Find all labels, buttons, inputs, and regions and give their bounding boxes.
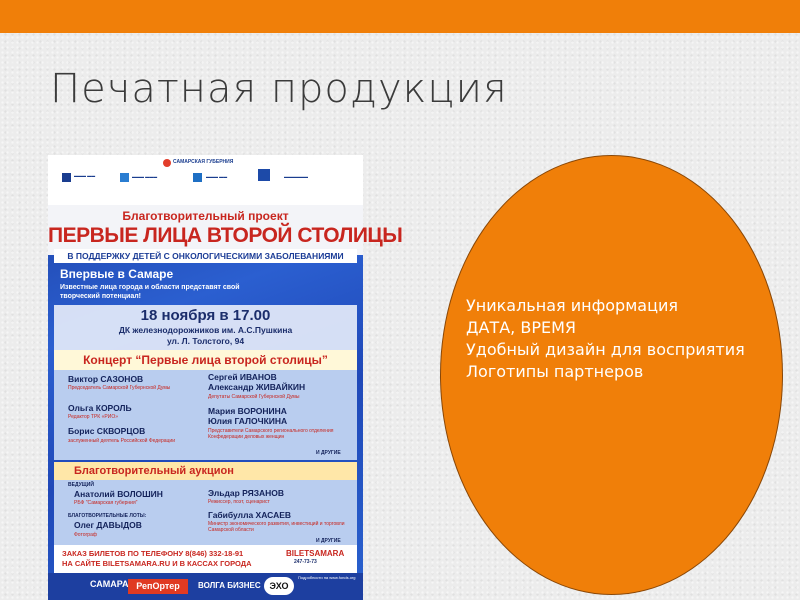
performer-note: Представители Самарского регионального отделения Конфедерации деловых женщин xyxy=(208,428,334,440)
partner-logo-icon: ▬▬▬ ▬▬ xyxy=(74,173,96,178)
biletsamara-logo: BILETSAMARA xyxy=(286,549,345,558)
poster-title-band xyxy=(48,205,403,255)
host-name: Анатолий ВОЛОШИН xyxy=(74,489,163,499)
cause-band: В ПОДДЕРЖКУ ДЕТЕЙ С ОНКОЛОГИЧЕСКИМИ ЗАБОЛЕВАНИЯМИ xyxy=(54,249,357,263)
concert-title: Концерт “Первые лица второй столицы” xyxy=(54,350,357,370)
auction-title: Благотворительный аукцион xyxy=(54,462,357,480)
oval-bullet-list xyxy=(466,295,766,383)
venue-line-1: ДК железнодорожников им. А.С.Пушкина xyxy=(118,325,293,335)
performer-name: Юлия ГАЛОЧКИНА xyxy=(208,416,288,426)
lots-label: БЛАГОТВОРИТЕЛЬНЫЕ ЛОТЫ: xyxy=(68,513,147,519)
performer-name: Сергей ИВАНОВ xyxy=(208,372,277,382)
first-in-samara-sub: Известные лица города и области представят свой творческий потенциал! xyxy=(60,284,240,300)
first-in-samara: Впервые в Самаре xyxy=(60,267,174,281)
performer-name: Александр ЖИВАЙКИН xyxy=(208,382,306,392)
event-venue xyxy=(54,325,357,347)
performer-name: Борис СКВОРЦОВ xyxy=(68,426,146,436)
list-item: Логотипы партнеров xyxy=(466,362,644,381)
performer-note: заслуженный деятель Российской Федерации xyxy=(68,438,176,444)
ticket-order-text xyxy=(62,549,252,569)
partner-logo-icon: ▬▬▬ ▬▬ xyxy=(206,174,228,179)
samara-gubernia-logo-icon xyxy=(163,159,171,167)
performer-note: Председатель Самарской Губернской Думы xyxy=(68,385,171,391)
list-item: Удобный дизайн для восприятия xyxy=(466,340,745,359)
performer-note: Депутаты Самарской Губернской Думы xyxy=(208,394,300,400)
project-label: Благотворительный проект xyxy=(122,209,289,223)
ticket-order-line-1: ЗАКАЗ БИЛЕТОВ ПО ТЕЛЕФОНУ 8(846) 332-18-91 xyxy=(62,549,244,558)
auction-guest-note: Министр экономического развития, инвестиций и торговли Самарской области xyxy=(208,521,345,533)
lots-name: Олег ДАВЫДОВ xyxy=(74,520,142,530)
project-title: ПЕРВЫЕ ЛИЦА ВТОРОЙ СТОЛИЦЫ xyxy=(48,224,403,247)
auction-guest-note: Режиссер, поэт, сценарист xyxy=(208,499,270,505)
auction-area xyxy=(54,480,357,545)
samara-gubernia-logo: САМАРСКАЯ ГУБЕРНИЯ xyxy=(173,159,234,165)
list-item: Уникальная информация xyxy=(466,296,678,315)
ticket-order-band xyxy=(54,545,357,573)
host-label: ВЕДУЩИЙ xyxy=(68,482,94,488)
partner-logo-icon xyxy=(193,173,202,182)
echo-logo: ЭХО xyxy=(264,577,294,595)
lots-note: Фотограф xyxy=(74,532,97,538)
samara-logo: САМАРА xyxy=(90,579,129,589)
partner-logos-strip xyxy=(48,155,363,205)
sponsor-footer xyxy=(48,573,363,600)
list-item: ДАТА, ВРЕМЯ xyxy=(466,318,576,337)
performer-note: Редактор ТРК «РИО» xyxy=(68,414,118,420)
partner-logo-icon: ▬▬▬ ▬▬▬ xyxy=(132,174,158,179)
footer-site: Подробности на www.fonds.org xyxy=(298,575,356,580)
performer-name: Мария ВОРОНИНА xyxy=(208,406,287,416)
event-poster-image xyxy=(48,155,403,600)
top-accent-bar xyxy=(0,0,800,33)
biletsamara-phone: 247-73-73 xyxy=(294,559,317,565)
slide-title: Печатная продукция xyxy=(50,66,508,112)
venue-line-2: ул. Л. Толстого, 94 xyxy=(166,336,245,346)
partner-logo-icon xyxy=(120,173,129,182)
ticket-order-line-2: НА САЙТЕ BILETSAMARA.RU И В КАССАХ ГОРОДА xyxy=(62,559,252,568)
volga-business-logo: ВОЛГА БИЗНЕС xyxy=(198,581,261,590)
host-note: РБФ "Самарская губерния" xyxy=(74,500,138,506)
auction-guest-name: Эльдар РЯЗАНОВ xyxy=(208,488,285,498)
reporter-logo: РепОртер xyxy=(128,579,188,594)
partner-logo-icon xyxy=(62,173,71,182)
auction-guest-name: Габибулла ХАСАЕВ xyxy=(208,510,292,520)
performer-name: Ольга КОРОЛЬ xyxy=(68,403,132,413)
and-others: И ДРУГИЕ xyxy=(316,450,341,456)
event-date-time: 18 ноября в 17.00 xyxy=(140,307,271,324)
partner-logo-icon xyxy=(258,169,270,181)
performers-area xyxy=(54,370,357,460)
performer-name: Виктор САЗОНОВ xyxy=(68,374,144,384)
partner-logo-icon: ▬▬▬▬▬▬ xyxy=(284,174,308,179)
and-others: И ДРУГИЕ xyxy=(316,538,341,544)
